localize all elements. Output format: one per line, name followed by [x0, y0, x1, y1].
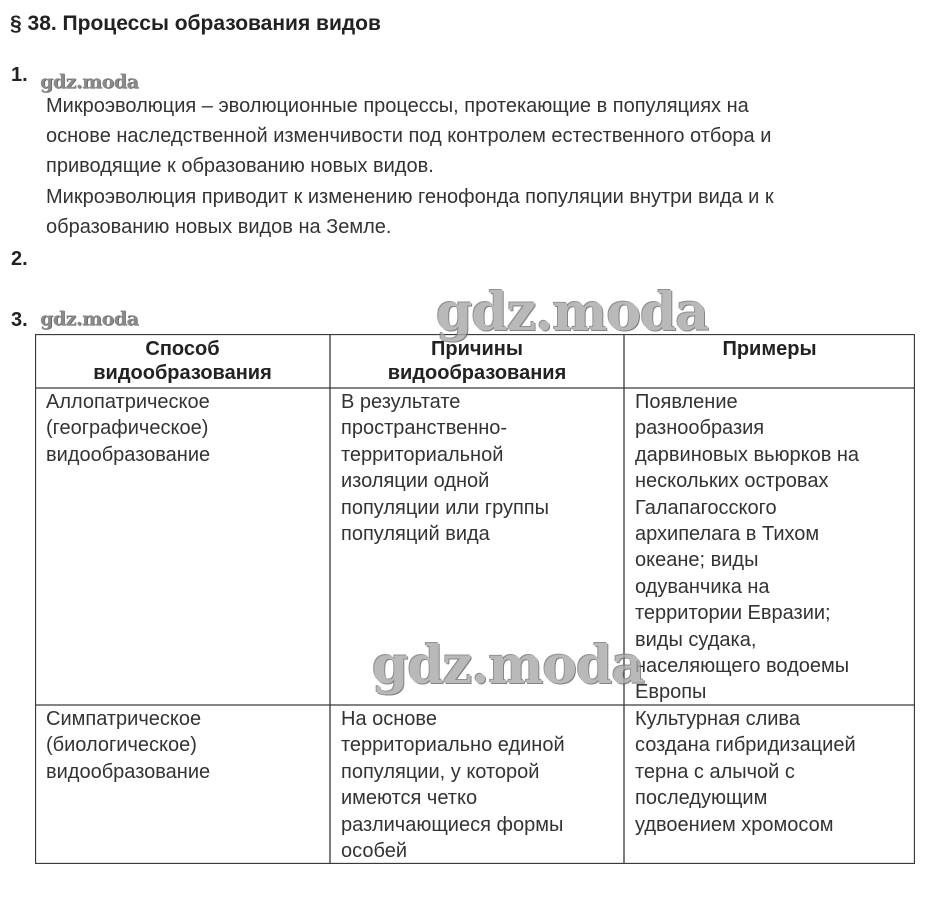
- cell-line: последующим: [635, 787, 768, 810]
- text-line: приводящие к образованию новых видов.: [46, 155, 434, 177]
- cell-line: видообразование: [46, 760, 211, 783]
- cell-line: популяции, у которой: [341, 760, 540, 783]
- text-line: Микроэволюция – эволюционные процессы, протекающие в популяциях на: [46, 95, 749, 117]
- table-header-method: [35, 337, 330, 385]
- cell-line: терна с алычой с: [635, 760, 795, 783]
- header-line: видообразования: [387, 362, 567, 384]
- table-cell-row2-method: [46, 706, 326, 785]
- watermark-small-3: gdz.moda: [40, 308, 139, 330]
- header-line: Способ: [145, 338, 220, 360]
- cell-line: пространственно-: [341, 417, 508, 440]
- cell-line: территориальной: [341, 443, 504, 466]
- cell-line: архипелага в Тихом: [635, 523, 820, 546]
- cell-line: В результате: [341, 391, 461, 413]
- cell-line: территории Евразии;: [635, 602, 831, 625]
- cell-line: Европы: [635, 681, 707, 704]
- cell-line: населяющего водоемы: [635, 655, 850, 678]
- item-number-1: 1.: [11, 64, 28, 86]
- cell-line: видообразование: [46, 443, 211, 466]
- cell-line: Симпатрическое: [46, 708, 202, 730]
- cell-line: создана гибридизацией: [635, 734, 856, 757]
- answer-1-paragraph-2: [46, 182, 906, 242]
- cell-line: популяций вида: [341, 523, 490, 546]
- cell-line: разнообразия: [635, 417, 765, 440]
- cell-line: территориально единой: [341, 734, 565, 757]
- text-line: образованию новых видов на Земле.: [46, 216, 392, 238]
- cell-line: изоляции одной: [341, 470, 490, 493]
- watermark-large-middle: gdz.moda: [372, 635, 645, 696]
- cell-line: нескольких островах: [635, 470, 829, 493]
- cell-line: особей: [341, 840, 407, 863]
- watermark-large-top: gdz.moda: [436, 282, 709, 343]
- table-cell-row1-method: [46, 389, 326, 468]
- header-line: Примеры: [722, 338, 817, 360]
- cell-line: Культурная слива: [635, 708, 800, 730]
- answer-1-paragraph-1: [46, 91, 906, 181]
- page-title: § 38. Процессы образования видов: [10, 12, 381, 35]
- table-cell-row2-causes: [341, 706, 619, 864]
- cell-line: Галапагосского: [635, 496, 777, 519]
- table-cell-row2-examples: [635, 706, 913, 838]
- cell-line: популяции или группы: [341, 496, 549, 519]
- table-cell-row1-examples: [635, 389, 913, 706]
- cell-line: удвоением хромосом: [635, 813, 834, 836]
- text-line: основе наследственной изменчивости под контролем естественного отбора и: [46, 125, 772, 147]
- cell-line: океане; виды: [635, 549, 759, 572]
- cell-line: (географическое): [46, 417, 209, 440]
- header-line: видообразования: [93, 362, 272, 384]
- cell-line: Появление: [635, 391, 738, 413]
- cell-line: дарвиновых вьюрков на: [635, 443, 860, 466]
- item-number-2: 2.: [11, 248, 28, 270]
- header-line: Причины: [431, 338, 523, 360]
- cell-line: виды судака,: [635, 628, 757, 651]
- cell-line: На основе: [341, 708, 437, 730]
- cell-line: Аллопатрическое: [46, 391, 210, 413]
- table-cell-row1-causes: [341, 389, 619, 547]
- text-line: Микроэволюция приводит к изменению генофонда популяции внутри вида и к: [46, 186, 774, 208]
- item-number-3: 3.: [11, 309, 28, 331]
- cell-line: (биологическое): [46, 734, 197, 757]
- cell-line: имеются четко: [341, 787, 478, 810]
- watermark-small-1: gdz.moda: [40, 71, 139, 93]
- cell-line: различающиеся формы: [341, 813, 564, 836]
- cell-line: одуванчика на: [635, 575, 770, 598]
- table-header-causes: [330, 337, 624, 385]
